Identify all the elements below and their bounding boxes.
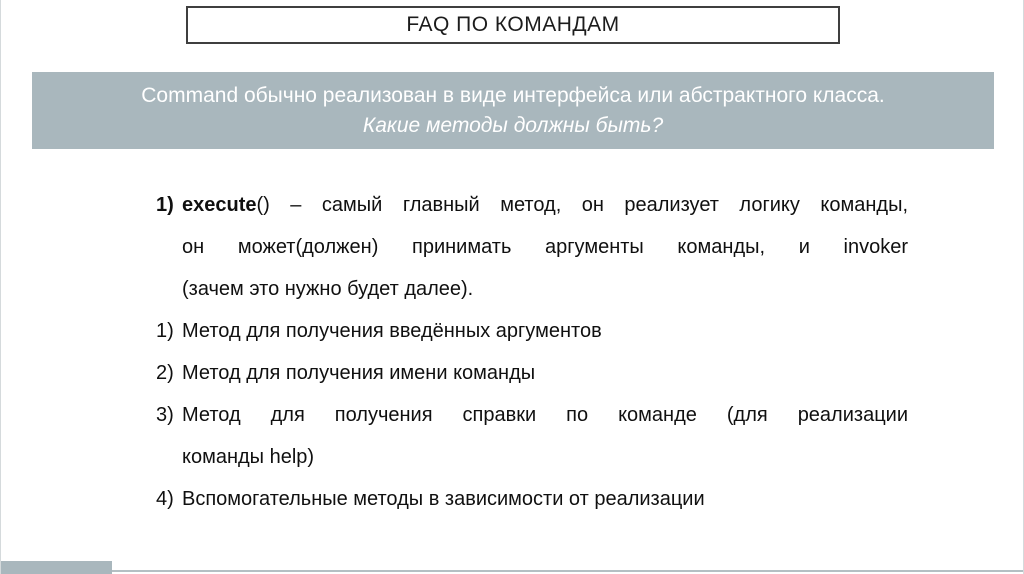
item-line: он может(должен) принимать аргументы команды, и invoker bbox=[182, 236, 908, 258]
item-line-text: () – самый главный метод, он реализует логику команды, bbox=[256, 194, 908, 216]
banner-line-2: Какие методы должны быть? bbox=[362, 113, 664, 137]
item-marker: 1) bbox=[156, 320, 174, 342]
item-line: Метод для получения имени команды bbox=[182, 362, 536, 384]
item-text bbox=[182, 310, 908, 352]
slide-bottom-accent-bar bbox=[1, 561, 112, 574]
item-marker: 2) bbox=[156, 362, 174, 384]
slide-title: FAQ ПО КОМАНДАМ bbox=[406, 13, 620, 36]
answer-list bbox=[156, 184, 908, 520]
question-banner bbox=[32, 72, 994, 149]
list-item bbox=[156, 478, 908, 520]
execute-keyword: execute bbox=[182, 194, 257, 216]
list-item-execute bbox=[156, 184, 908, 310]
item-text bbox=[182, 352, 908, 394]
banner-line-1: Command обычно реализован в виде интерфейса или абстрактного класса. bbox=[141, 83, 885, 107]
item-line: Метод для получения справки по команде (для реализации bbox=[182, 404, 908, 426]
item-marker: 3) bbox=[156, 404, 174, 426]
item-line: (зачем это нужно будет далее). bbox=[182, 278, 474, 300]
title-box bbox=[186, 6, 840, 44]
item-line: Метод для получения введённых аргументов bbox=[182, 320, 602, 342]
item-marker: 1) bbox=[156, 194, 174, 216]
item-line bbox=[182, 184, 908, 226]
item-text bbox=[182, 394, 908, 478]
item-text bbox=[182, 184, 908, 310]
list-item bbox=[156, 394, 908, 478]
list-item bbox=[156, 352, 908, 394]
item-line: Вспомогательные методы в зависимости от реализации bbox=[182, 488, 705, 510]
item-line: команды help) bbox=[182, 446, 315, 468]
item-text bbox=[182, 478, 908, 520]
item-marker: 4) bbox=[156, 488, 174, 510]
list-item bbox=[156, 310, 908, 352]
slide-bottom-divider bbox=[1, 570, 1023, 572]
